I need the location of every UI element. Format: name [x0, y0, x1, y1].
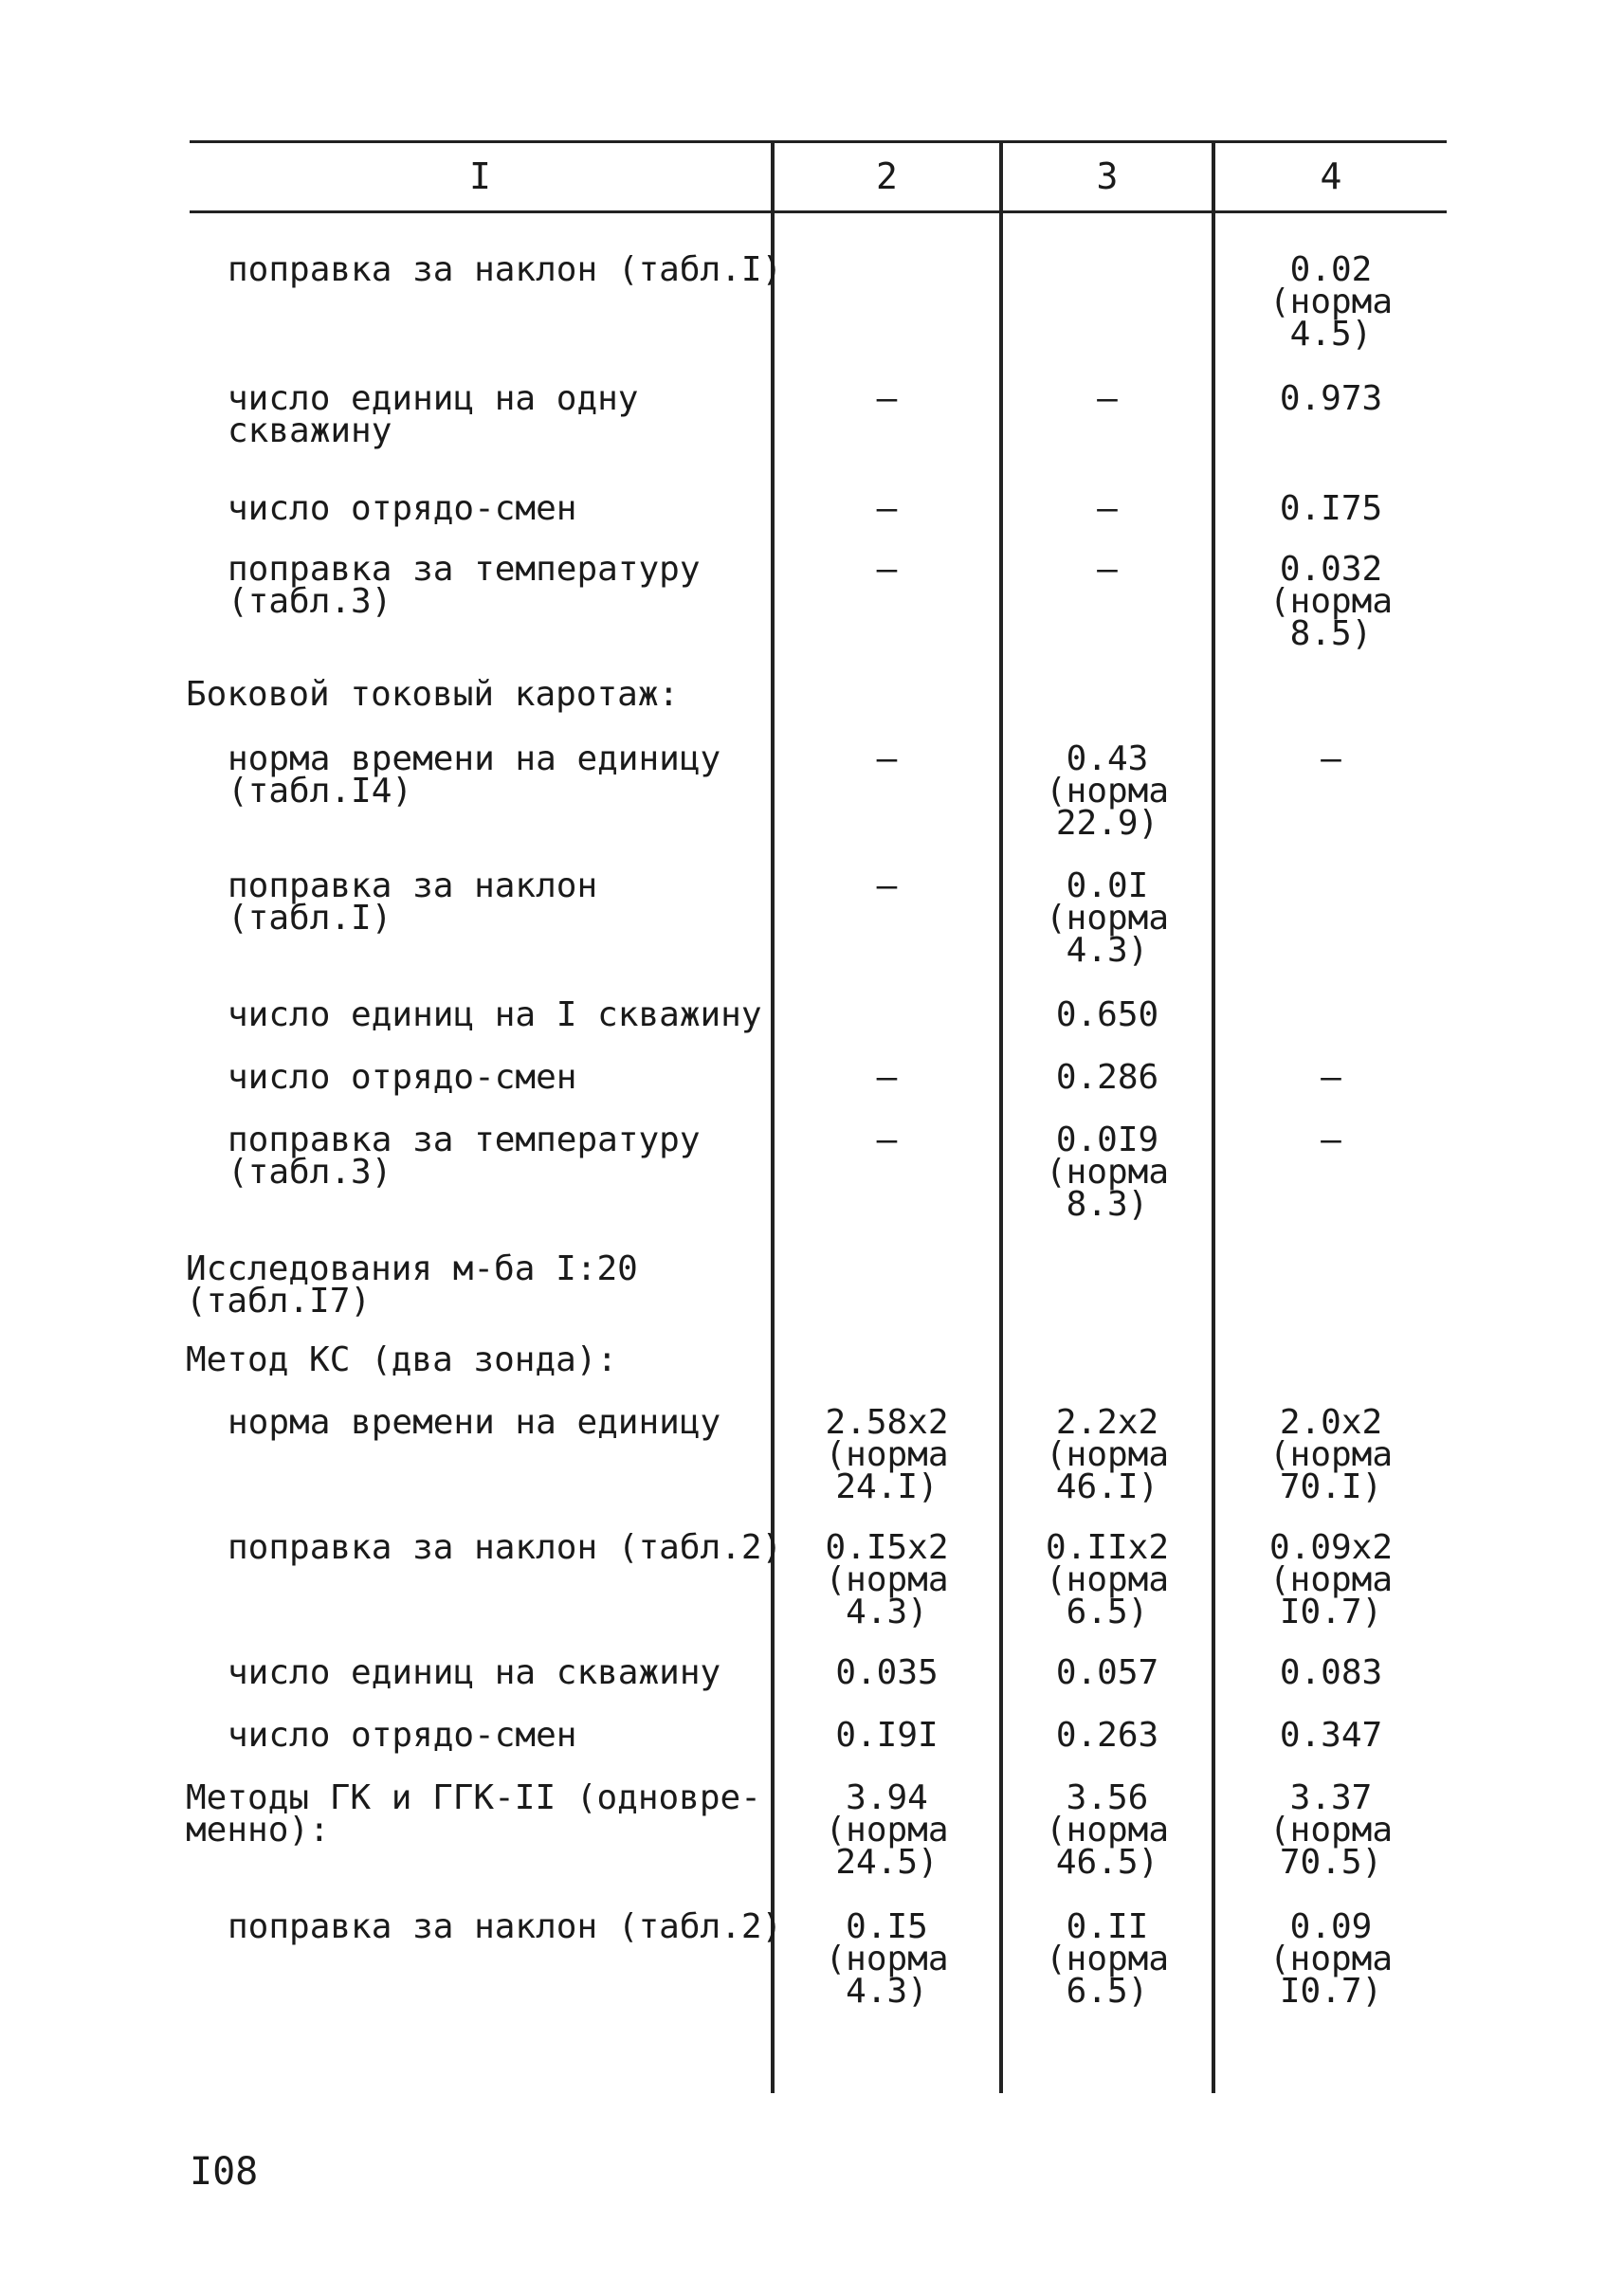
- row-value-col-3: –: [1097, 379, 1118, 418]
- row-value-col-4: 0.I75: [1279, 489, 1383, 528]
- row-value-col-2: –: [876, 379, 898, 418]
- header-col-1: I: [469, 155, 491, 197]
- row-value-col-3: 0.0I (норма 4.3): [1045, 866, 1170, 970]
- row-value-col-3: 0.II (норма 6.5): [1045, 1907, 1170, 2011]
- header-col-3: 3: [1096, 155, 1119, 197]
- table-header-rule: [190, 210, 1447, 213]
- row-value-col-2: 0.I5 (норма 4.3): [825, 1907, 949, 2011]
- row-label: поправка за наклон (табл.I): [228, 866, 598, 938]
- row-value-col-2: 0.I9I: [835, 1716, 939, 1755]
- row-label: число единиц на I скважину: [228, 995, 762, 1034]
- row-value-col-3: 0.286: [1055, 1058, 1159, 1097]
- row-label: число отрядо-смен: [228, 489, 577, 528]
- row-value-col-4: 3.37 (норма 70.5): [1268, 1778, 1394, 1882]
- row-value-col-3: –: [1097, 489, 1118, 528]
- row-value-col-2: –: [876, 550, 898, 589]
- row-value-col-2: 2.58х2 (норма 24.I): [825, 1403, 949, 1506]
- row-value-col-3: 3.56 (норма 46.5): [1045, 1778, 1170, 1882]
- row-value-col-3: 0.43 (норма 22.9): [1045, 739, 1170, 843]
- row-value-col-2: –: [876, 866, 898, 905]
- page-number: I08: [190, 2150, 259, 2194]
- row-value-col-4: 0.347: [1279, 1716, 1383, 1755]
- row-value-col-3: 0.263: [1055, 1716, 1159, 1755]
- row-label: число отрядо-смен: [228, 1716, 577, 1755]
- header-col-2: 2: [876, 155, 898, 197]
- row-value-col-4: 0.09 (норма I0.7): [1268, 1907, 1394, 2011]
- row-value-col-2: 3.94 (норма 24.5): [825, 1778, 949, 1882]
- row-value-col-2: 0.I5х2 (норма 4.3): [825, 1528, 949, 1631]
- row-value-col-4: 0.09х2 (норма I0.7): [1268, 1528, 1394, 1631]
- row-label: поправка за температуру (табл.3): [228, 1121, 701, 1192]
- row-label: поправка за наклон (табл.2): [228, 1528, 783, 1567]
- row-value-col-4: 2.0х2 (норма 70.I): [1268, 1403, 1394, 1506]
- row-label: поправка за наклон (табл.I): [228, 250, 783, 289]
- row-label: норма времени на единицу (табл.I4): [228, 739, 721, 811]
- row-value-col-4: –: [1321, 1058, 1341, 1097]
- row-label: Исследования м-ба I:20 (табл.I7): [186, 1249, 638, 1321]
- row-label: Боковой токовый каротаж:: [186, 675, 680, 714]
- row-label: Методы ГК и ГГК-II (одновре- менно):: [186, 1778, 761, 1850]
- row-value-col-4: –: [1321, 739, 1341, 778]
- row-label: число отрядо-смен: [228, 1058, 577, 1097]
- header-col-4: 4: [1320, 155, 1342, 197]
- row-value-col-2: –: [876, 1121, 898, 1159]
- row-value-col-3: 2.2х2 (норма 46.I): [1045, 1403, 1170, 1506]
- table-top-rule: [190, 140, 1447, 143]
- row-value-col-2: –: [876, 489, 898, 528]
- row-value-col-3: –: [1097, 550, 1118, 589]
- row-value-col-4: –: [1321, 1121, 1341, 1159]
- row-label: поправка за температуру (табл.3): [228, 550, 701, 621]
- row-label: число единиц на одну скважину: [228, 379, 639, 450]
- row-label: норма времени на единицу: [228, 1403, 721, 1442]
- row-value-col-3: 0.IIх2 (норма 6.5): [1045, 1528, 1170, 1631]
- row-value-col-4: 0.973: [1279, 379, 1383, 418]
- row-label: поправка за наклон (табл.2): [228, 1907, 783, 1946]
- row-value-col-4: 0.083: [1279, 1653, 1383, 1692]
- row-value-col-4: 0.032 (норма 8.5): [1268, 550, 1394, 653]
- row-value-col-4: 0.02 (норма 4.5): [1268, 250, 1394, 354]
- row-value-col-2: –: [876, 739, 898, 778]
- row-label: Метод КС (два зонда):: [186, 1340, 618, 1379]
- row-value-col-2: 0.035: [835, 1653, 939, 1692]
- row-label: число единиц на скважину: [228, 1653, 721, 1692]
- row-value-col-3: 0.650: [1055, 995, 1159, 1034]
- row-value-col-3: 0.0I9 (норма 8.3): [1045, 1121, 1170, 1224]
- row-value-col-3: 0.057: [1055, 1653, 1159, 1692]
- row-value-col-2: –: [876, 1058, 898, 1097]
